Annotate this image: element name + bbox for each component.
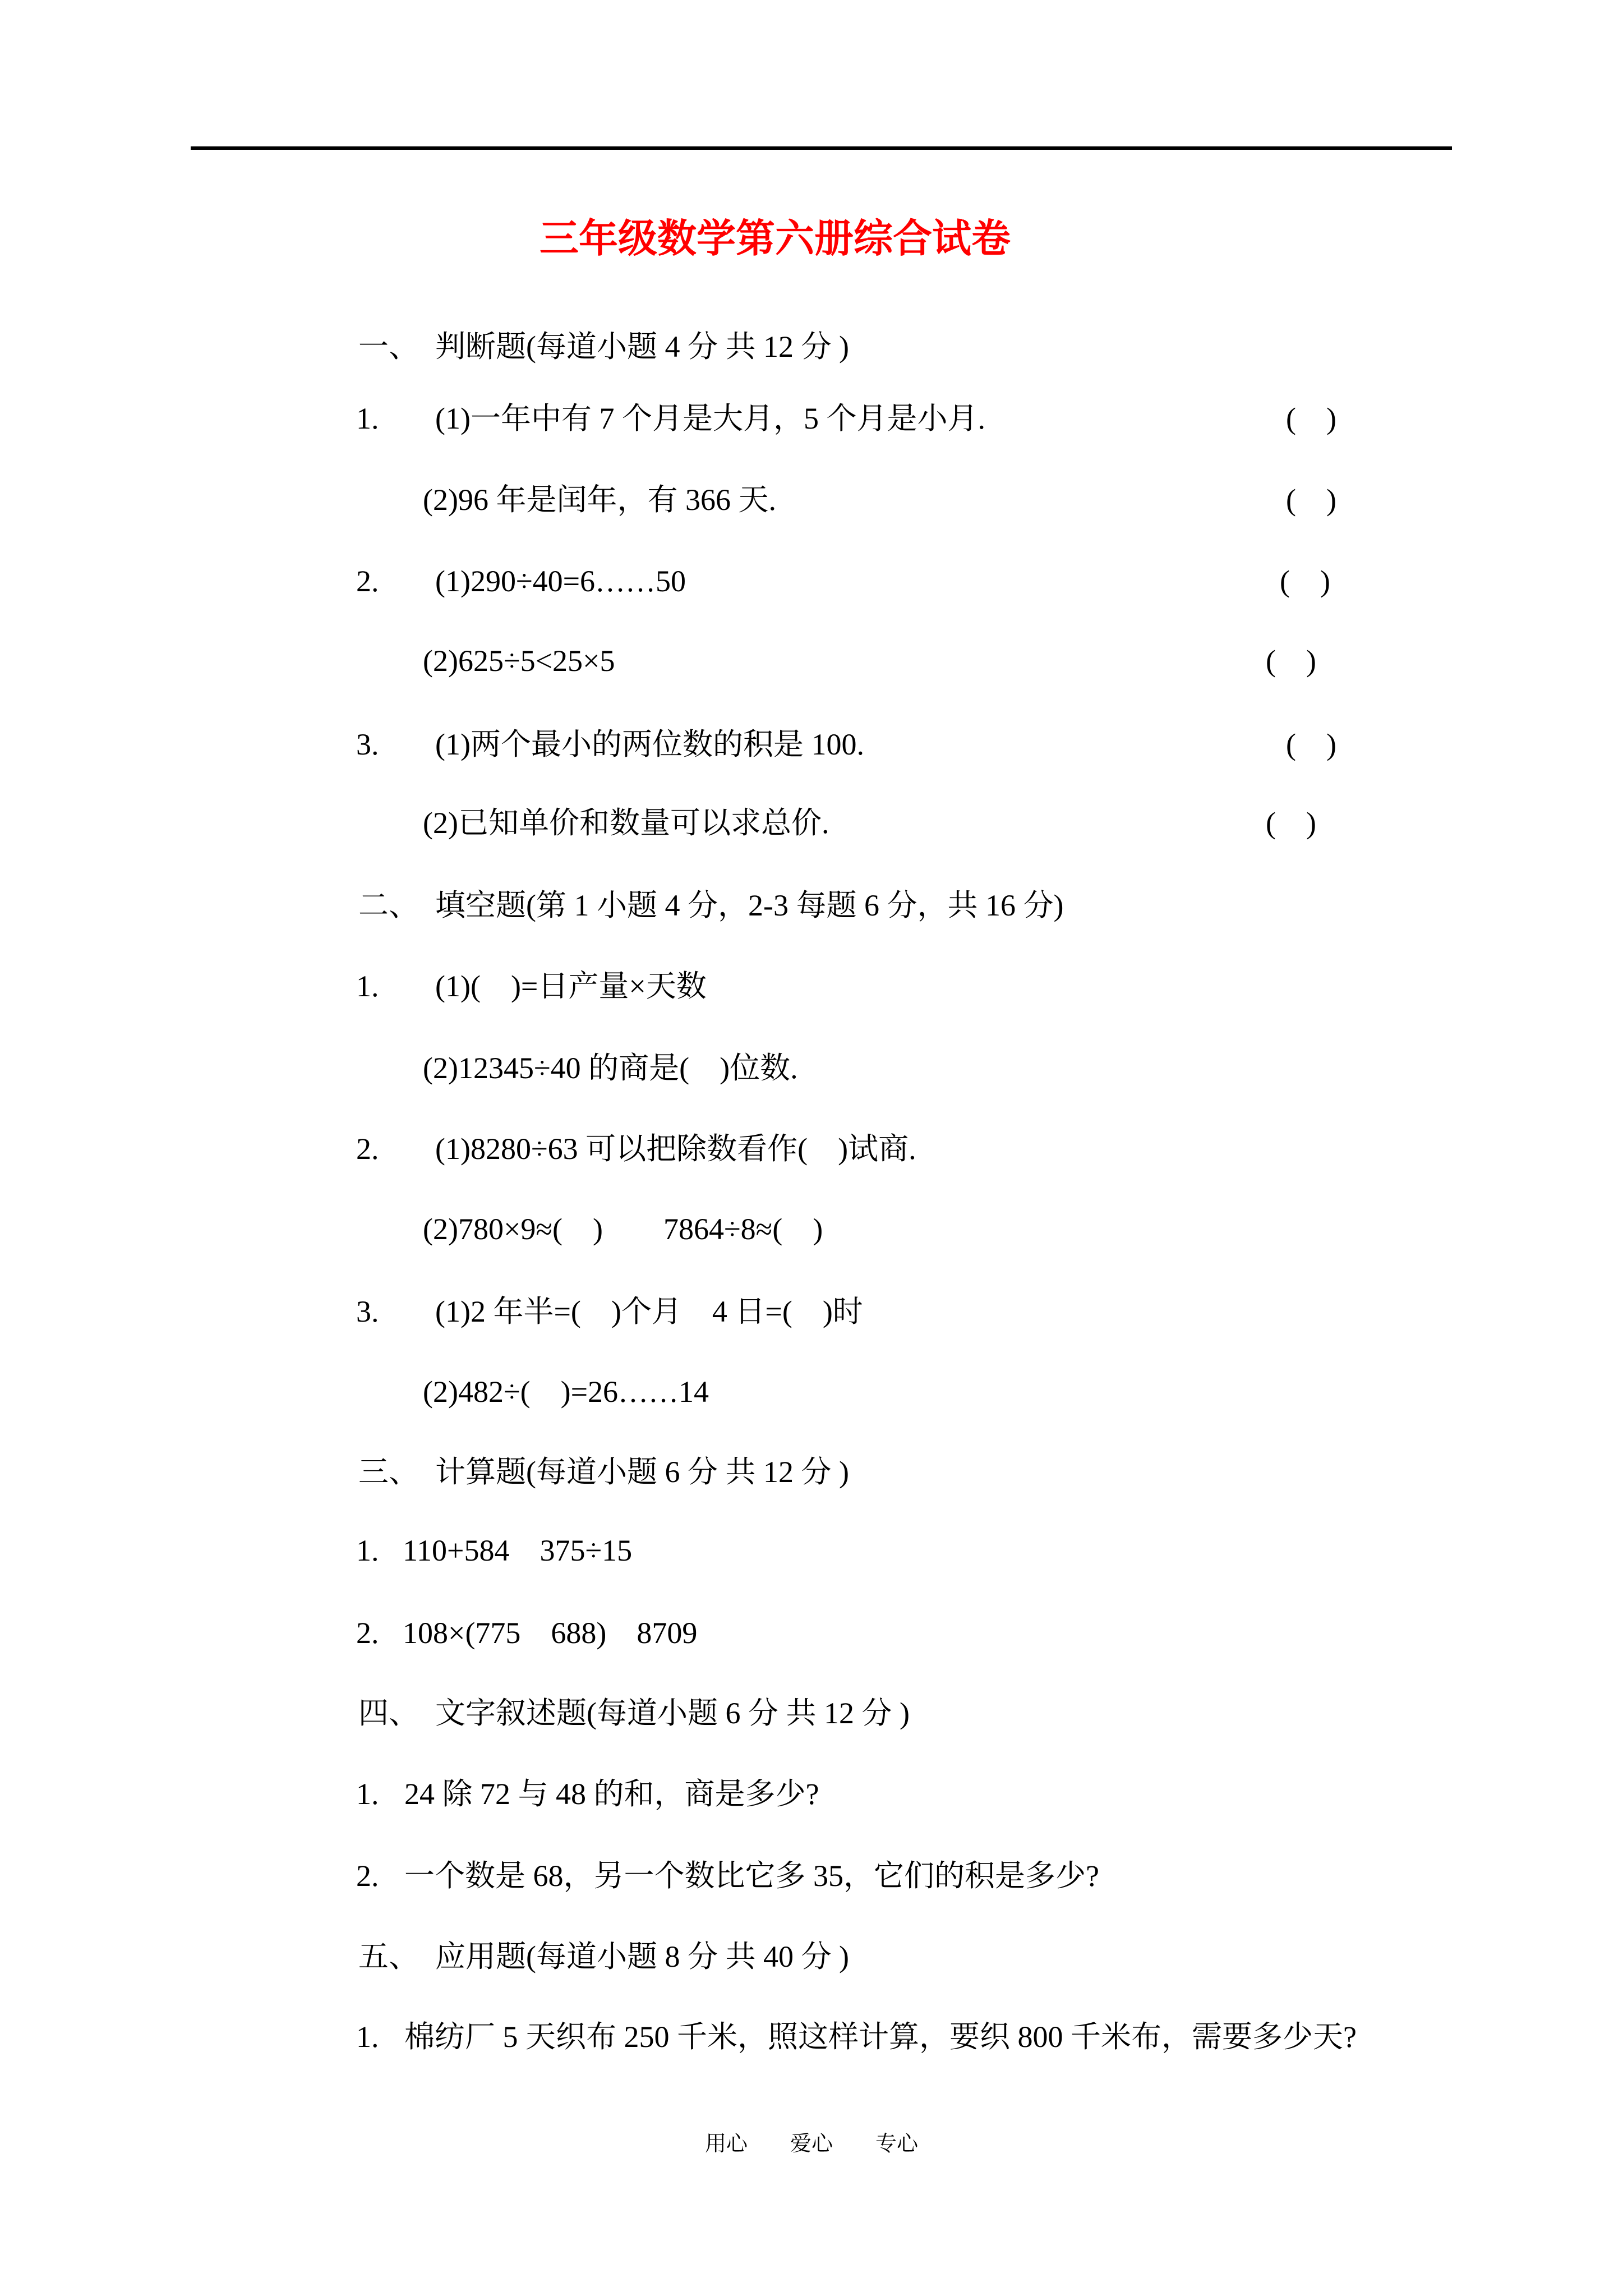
section-5-heading: 应用题(每道小题 8 分 共 40 分 ) xyxy=(435,1940,849,1973)
question-text: (2)482÷( )=26……14 xyxy=(423,1375,709,1409)
question-marker: 1. xyxy=(356,402,379,435)
question-marker: 3. xyxy=(356,728,379,761)
question-marker: 1. xyxy=(356,2020,379,2054)
section-4-number: 四、 xyxy=(358,1696,419,1730)
question-marker: 2. xyxy=(356,564,379,598)
question-text: (2)已知单价和数量可以求总价. xyxy=(423,806,829,840)
answer-parens: ( ) xyxy=(1286,483,1336,517)
question-text: (1)2 年半=( )个月 4 日=( )时 xyxy=(435,1295,863,1328)
question-marker: 1. xyxy=(356,969,379,1003)
question-text: (1)( )=日产量×天数 xyxy=(435,969,707,1003)
answer-parens: ( ) xyxy=(1286,728,1336,761)
answer-parens: ( ) xyxy=(1286,402,1336,435)
top-rule xyxy=(191,146,1452,150)
question-text: 110+584 375÷15 xyxy=(403,1534,633,1567)
doc-title: 三年级数学第六册综合试卷 xyxy=(540,218,1011,261)
question-marker: 2. xyxy=(356,1616,379,1650)
question-text: (1)8280÷63 可以把除数看作( )试商. xyxy=(435,1132,916,1166)
section-1-heading: 判断题(每道小题 4 分 共 12 分 ) xyxy=(435,330,849,364)
question-marker: 1. xyxy=(356,1777,379,1811)
question-text: (1)一年中有 7 个月是大月，5 个月是小月. xyxy=(435,402,985,435)
answer-parens: ( ) xyxy=(1266,644,1316,678)
section-3-heading: 计算题(每道小题 6 分 共 12 分 ) xyxy=(435,1455,849,1489)
question-marker: 1. xyxy=(356,1534,379,1567)
section-2-heading: 填空题(第 1 小题 4 分，2-3 每题 6 分，共 16 分) xyxy=(435,889,1064,922)
question-text: (2)12345÷40 的商是( )位数. xyxy=(423,1051,798,1085)
question-text: (1)两个最小的两位数的积是 100. xyxy=(435,728,864,761)
question-marker: 3. xyxy=(356,1295,379,1328)
question-marker: 2. xyxy=(356,1859,379,1893)
question-text: (2)780×9≈( ) 7864÷8≈( ) xyxy=(423,1212,823,1246)
question-text: 108×(775 688) 8709 xyxy=(403,1616,698,1650)
question-text: 一个数是 68，另一个数比它多 35，它们的积是多少? xyxy=(404,1859,1099,1893)
question-text: (1)290÷40=6……50 xyxy=(435,564,686,598)
question-text: (2)96 年是闰年，有 366 天. xyxy=(423,483,776,517)
question-text: 棉纺厂 5 天织布 250 千米，照这样计算，要织 800 千米布，需要多少天? xyxy=(404,2020,1357,2054)
section-3-number: 三、 xyxy=(358,1455,419,1489)
page-footer: 用心 爱心 专心 xyxy=(704,2132,918,2156)
section-2-number: 二、 xyxy=(358,889,419,922)
question-text: 24 除 72 与 48 的和，商是多少? xyxy=(404,1777,819,1811)
section-1-number: 一、 xyxy=(358,330,419,364)
question-text: (2)625÷5<25×5 xyxy=(423,644,615,678)
section-4-heading: 文字叙述题(每道小题 6 分 共 12 分 ) xyxy=(435,1696,910,1730)
question-marker: 2. xyxy=(356,1132,379,1166)
answer-parens: ( ) xyxy=(1280,564,1330,598)
section-5-number: 五、 xyxy=(358,1940,419,1973)
answer-parens: ( ) xyxy=(1266,806,1316,840)
